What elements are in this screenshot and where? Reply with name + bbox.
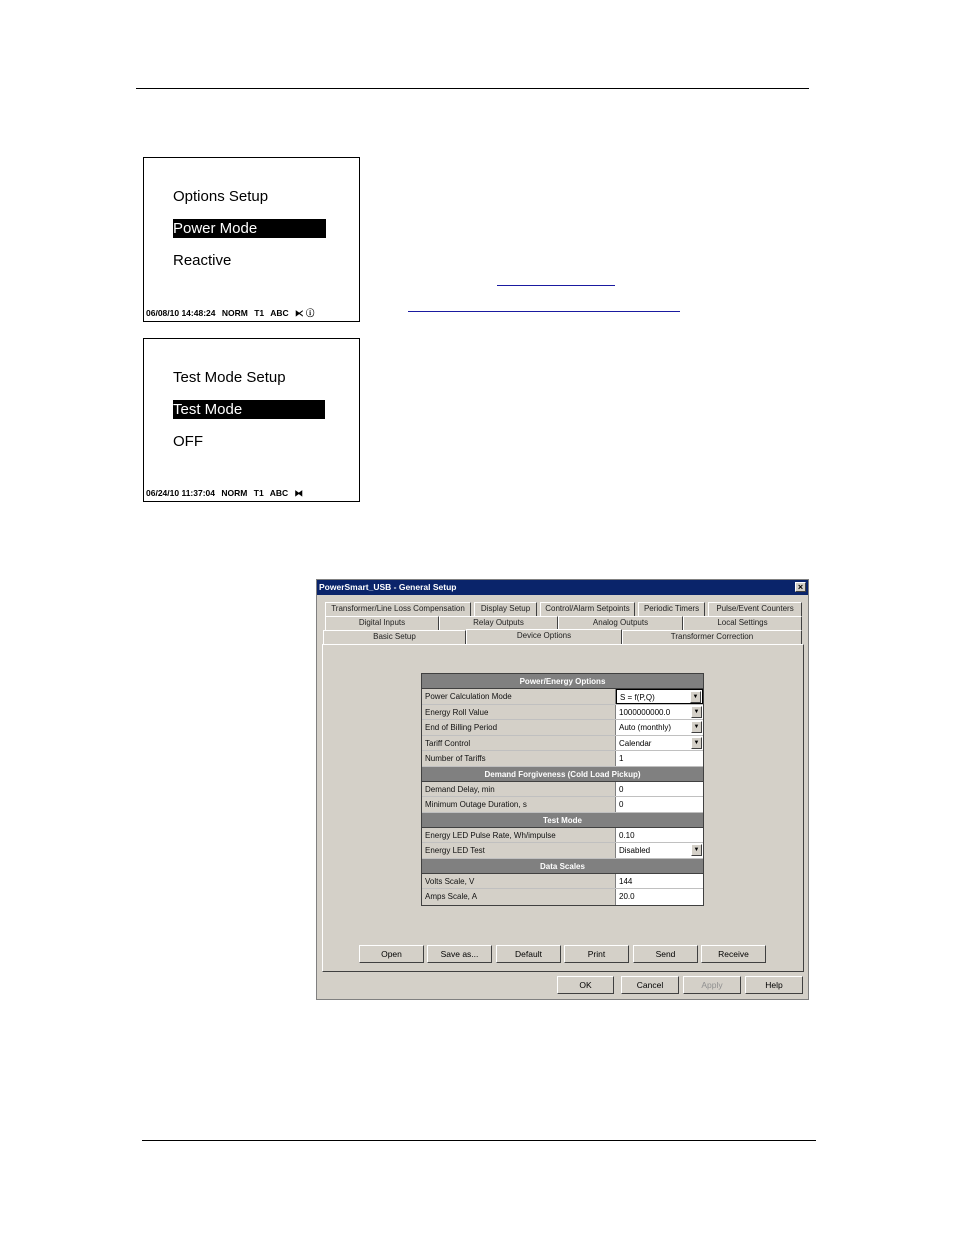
lcd-status-bar — [146, 488, 307, 499]
grid-row — [422, 736, 703, 752]
status-mode: NORM — [221, 308, 248, 318]
general-setup-dialog — [316, 579, 809, 1000]
tab-control-alarm-setpoints[interactable]: Control/Alarm Setpoints — [540, 602, 635, 616]
row-label: Energy LED Test — [422, 843, 616, 858]
close-icon[interactable]: × — [795, 582, 806, 592]
row-label: Volts Scale, V — [422, 874, 616, 889]
lcd-value: Reactive — [173, 252, 232, 269]
lcd-display-test-mode-setup — [143, 338, 360, 502]
tab-digital-inputs[interactable]: Digital Inputs — [325, 616, 439, 630]
chevron-down-icon[interactable]: ▼ — [690, 691, 701, 703]
grid-row — [422, 751, 703, 767]
grid-row — [422, 782, 703, 798]
lcd-title: Options Setup — [173, 188, 269, 205]
led-pulse-rate-field[interactable]: 0.10 — [616, 828, 703, 843]
open-button[interactable]: Open — [359, 945, 424, 963]
amps-scale-field[interactable]: 20.0 — [616, 889, 703, 905]
lcd-value: OFF — [173, 433, 203, 450]
tariff-control-select[interactable] — [616, 736, 703, 751]
grid-row — [422, 843, 703, 859]
min-outage-field[interactable]: 0 — [616, 797, 703, 812]
status-mode: NORM — [221, 488, 248, 498]
grid-row — [422, 689, 703, 705]
section-header: Data Scales — [422, 859, 703, 874]
grid-row — [422, 828, 703, 844]
tab-pulse-event-counters[interactable]: Pulse/Event Counters — [708, 602, 802, 616]
energy-roll-select[interactable] — [616, 705, 703, 720]
select-value: 1000000000.0 — [619, 707, 671, 717]
receive-button[interactable]: Receive — [701, 945, 766, 963]
hyperlink-underline[interactable] — [497, 285, 615, 286]
select-value: Auto (monthly) — [619, 723, 672, 732]
select-value: S = f(P,Q) — [620, 693, 655, 702]
num-tariffs-field[interactable]: 1 — [616, 751, 703, 766]
tab-basic-setup[interactable]: Basic Setup — [323, 630, 466, 644]
status-icons: ⧓ — [294, 488, 304, 498]
row-label: Energy Roll Value — [422, 705, 616, 720]
status-tariff: T1 — [253, 488, 264, 498]
tab-periodic-timers[interactable]: Periodic Timers — [638, 602, 705, 616]
status-datetime: 06/24/10 11:37:04 — [146, 488, 216, 498]
lcd-status-bar — [146, 307, 318, 319]
lcd-title: Test Mode Setup — [173, 369, 286, 386]
ok-button[interactable]: OK — [557, 976, 614, 994]
tab-analog-outputs[interactable]: Analog Outputs — [558, 616, 683, 630]
grid-row — [422, 720, 703, 736]
row-label: Demand Delay, min — [422, 782, 616, 797]
billing-period-select[interactable] — [616, 720, 703, 735]
row-label: Energy LED Pulse Rate, Wh/impulse — [422, 828, 616, 843]
demand-delay-field[interactable]: 0 — [616, 782, 703, 797]
row-label: Amps Scale, A — [422, 889, 616, 905]
header-rule — [136, 88, 809, 89]
select-value: Disabled — [619, 846, 651, 855]
row-label: End of Billing Period — [422, 720, 616, 735]
grid-row — [422, 797, 703, 813]
tab-device-options[interactable]: Device Options — [466, 629, 622, 644]
save-as-button[interactable]: Save as... — [427, 945, 492, 963]
grid-row — [422, 874, 703, 890]
dialog-titlebar — [317, 580, 808, 595]
section-header: Test Mode — [422, 813, 703, 828]
status-datetime: 06/08/10 14:48:24 — [146, 308, 216, 318]
hyperlink-underline[interactable] — [408, 311, 680, 312]
status-phase: ABC — [270, 308, 289, 318]
lcd-display-options-setup — [143, 157, 360, 322]
grid-row — [422, 705, 703, 721]
tab-transformer-line-loss[interactable]: Transformer/Line Loss Compensation — [325, 602, 471, 616]
default-button[interactable]: Default — [496, 945, 561, 963]
help-button[interactable]: Help — [745, 976, 803, 994]
row-label: Minimum Outage Duration, s — [422, 797, 616, 812]
footer-rule — [142, 1140, 816, 1141]
section-header: Demand Forgiveness (Cold Load Pickup) — [422, 767, 703, 782]
status-tariff: T1 — [254, 308, 265, 318]
chevron-down-icon[interactable]: ▼ — [691, 706, 702, 718]
chevron-down-icon[interactable]: ▼ — [691, 737, 702, 749]
tab-local-settings[interactable]: Local Settings — [683, 616, 802, 630]
status-icons: ⧔ ⓘ — [294, 308, 315, 318]
dialog-title: PowerSmart_USB - General Setup — [319, 582, 457, 592]
lcd-highlighted-item: Test Mode — [173, 400, 325, 419]
print-button[interactable]: Print — [564, 945, 629, 963]
row-label: Power Calculation Mode — [422, 689, 616, 704]
led-test-select[interactable] — [616, 843, 703, 858]
tab-relay-outputs[interactable]: Relay Outputs — [439, 616, 558, 630]
grid-row — [422, 889, 703, 905]
row-label: Number of Tariffs — [422, 751, 616, 766]
select-value: Calendar — [619, 738, 652, 748]
send-button[interactable]: Send — [633, 945, 698, 963]
apply-button[interactable]: Apply — [683, 976, 741, 994]
power-calc-mode-select[interactable] — [616, 689, 703, 704]
row-label: Tariff Control — [422, 736, 616, 751]
tab-transformer-correction[interactable]: Transformer Correction — [622, 630, 802, 644]
chevron-down-icon[interactable]: ▼ — [691, 844, 702, 856]
device-options-grid — [421, 673, 704, 906]
cancel-button[interactable]: Cancel — [621, 976, 679, 994]
volts-scale-field[interactable]: 144 — [616, 874, 703, 889]
chevron-down-icon[interactable]: ▼ — [691, 721, 702, 733]
section-header: Power/Energy Options — [422, 674, 703, 689]
lcd-highlighted-item: Power Mode — [173, 219, 326, 238]
tab-display-setup[interactable]: Display Setup — [474, 602, 537, 616]
status-phase: ABC — [269, 488, 289, 498]
